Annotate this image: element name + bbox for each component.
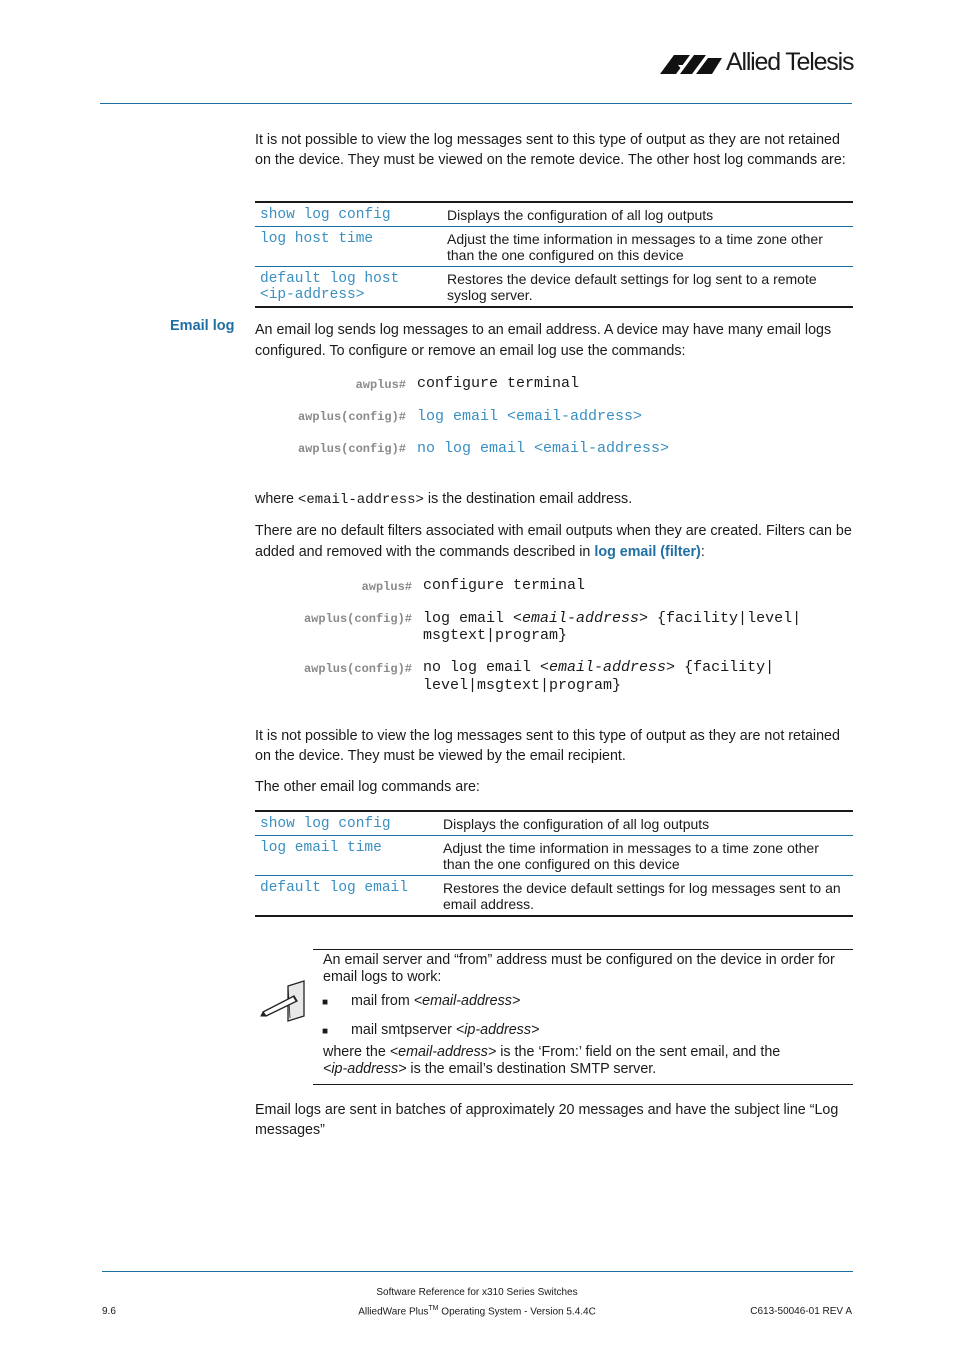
footer-text: AlliedWare Plus [358,1306,429,1318]
note-box [313,949,853,1085]
command-cell: show log config [255,202,442,227]
note-intro: An email server and “from” address must be configured on the device in order for email logs to work: [323,952,835,985]
note-where-text: is the ‘From:’ field on the sent email, and the [496,1044,781,1060]
where-text: is the destination email address. [423,491,633,507]
where-text: where [255,491,298,507]
command-cell: log host time [255,227,442,267]
cli-command: no log email <email-address> [417,440,670,457]
table-row [255,811,853,836]
note-where-text: is the email’s destination SMTP server. [406,1061,657,1077]
note-where-param: <email-address> [389,1044,497,1060]
cli-prompt: awplus(config)# [297,442,406,456]
other-commands-paragraph: The other email log commands are: [255,779,480,795]
logo-text: Allied Telesis [726,48,854,76]
email-recipient-paragraph: It is not possible to view the log messages sent to this type of output as they are not retained on the device. They must be viewed by the email recipient. [255,728,840,764]
cli-prompt: awplus(config)# [297,410,406,424]
cli-command-part: {facility|level| [648,610,802,627]
page-number: 9.6 [102,1306,116,1317]
final-paragraph: Email logs are sent in batches of approximately 20 messages and have the subject line “Log messages” [255,1102,839,1138]
allied-telesis-logo [660,48,855,80]
command-cell: show log config [255,811,438,836]
bullet-icon: ■ [322,997,329,1008]
cli-command: configure terminal [423,577,586,594]
cli-command-part: log email [423,610,514,627]
command-cell: default log email [255,876,438,917]
doc-id: C613-50046-01 REV A [750,1306,852,1317]
bullet-icon: ■ [322,1026,329,1037]
bullet-text: mail smtpserver [351,1022,456,1038]
description-cell: Adjust the time information in messages to a time zone other than the one configured on this device [438,836,853,876]
description-cell: Displays the configuration of all log outputs [438,811,853,836]
section-heading: Email log [170,318,235,334]
host-commands-table [255,201,853,308]
table-row [255,876,853,917]
email-commands-table [255,810,853,917]
filters-text: : [700,544,705,560]
trademark: TM [428,1305,439,1312]
bullet-text: mail from [351,993,414,1009]
note-bullet-1 [351,993,520,1010]
cli-prompt: awplus(config)# [303,612,412,626]
cli-command-part: no log email [423,659,541,676]
intro-paragraph: It is not possible to view the log messages sent to this type of output as they are not retained on the device. They must be viewed on the remote device. The other host log commands are: [255,132,846,168]
cli-command-part: {facility| [675,659,775,676]
description-cell: Displays the configuration of all log outputs [442,202,853,227]
footer-rule [102,1271,853,1272]
description-cell: Restores the device default settings for log messages sent to an email address. [438,876,853,917]
note-where [323,1044,848,1078]
command-cell: default log host <ip-address> [255,267,442,308]
cli-command-continued: msgtext|program} [423,627,568,644]
command-cell: log email time [255,836,438,876]
cli-command-param: <email-address> [513,610,649,627]
bullet-param: <ip-address> [455,1022,540,1038]
cli-command: configure terminal [417,375,580,392]
cli-command-param: <email-address> [540,659,676,676]
table-row [255,227,853,267]
note-where-param: <ip-address> [323,1061,407,1077]
description-cell: Restores the device default settings for log sent to a remote syslog server. [442,267,853,308]
footer-title: Software Reference for x310 Series Switches [376,1287,578,1298]
logo-mark-icon [660,52,724,74]
footer-text: Operating System - Version 5.4.4C [438,1306,596,1318]
note-bullet-2 [351,1022,539,1039]
log-email-filter-link[interactable]: log email (filter) [594,544,701,560]
where-paragraph [255,490,855,511]
cli-prompt: awplus# [361,580,412,594]
cli-command: log email <email-address> [417,408,643,425]
cli-command [423,610,801,627]
description-cell: Adjust the time information in messages to a time zone other than the one configured on this device [442,227,853,267]
table-row [255,836,853,876]
note-where-text: where the [323,1044,390,1060]
table-row [255,202,853,227]
header-rule [100,103,852,104]
cli-prompt: awplus(config)# [303,662,412,676]
cli-prompt: awplus# [355,378,406,392]
cli-command [423,659,774,676]
email-intro-paragraph: An email log sends log messages to an email address. A device may have many email logs configured. To configure or remove an email log use the commands: [255,322,832,359]
bullet-param: <email-address> [413,993,521,1009]
table-row [255,267,853,308]
filters-text: There are no default filters associated with email outputs when they are created. Filters can be added and removed with the commands described in [255,523,852,560]
note-pencil-icon [260,978,310,1024]
email-address-code: <email-address> [297,492,424,508]
filters-paragraph [255,521,855,563]
cli-command-continued: level|msgtext|program} [423,677,622,694]
